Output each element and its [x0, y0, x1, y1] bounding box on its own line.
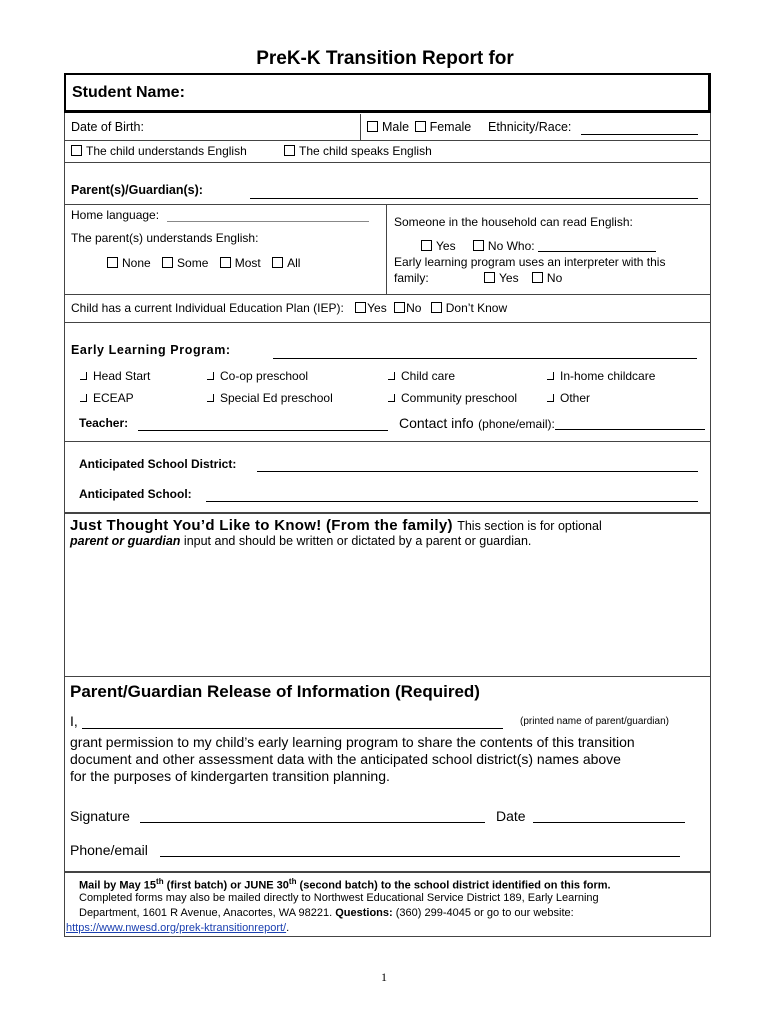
release-text-1: grant permission to my child’s early learning program to share the contents of this transition [70, 734, 635, 750]
most-checkbox[interactable] [220, 257, 231, 268]
interpreter-label: Early learning program uses an interpreter with this [394, 255, 666, 269]
interp-no-label: No [546, 271, 563, 285]
all-label: All [287, 256, 301, 270]
teacher-label: Teacher: [79, 416, 129, 430]
iep-row [71, 301, 507, 315]
divider [64, 294, 711, 295]
home-language-label: Home language: [71, 208, 160, 222]
speaks-english-option [284, 144, 432, 158]
divider [64, 441, 711, 442]
family-note: This section is for optional [457, 519, 602, 533]
contact-field[interactable] [555, 417, 705, 430]
speaks-english-checkbox[interactable] [284, 145, 295, 156]
none-checkbox[interactable] [107, 257, 118, 268]
release-text-3: for the purposes of kindergarten transition planning. [70, 768, 390, 784]
sex-options [367, 120, 471, 134]
district-field[interactable] [257, 457, 698, 475]
program-option-head-start[interactable]: Head Start [80, 369, 150, 383]
family-comments-area[interactable] [66, 552, 708, 674]
some-checkbox[interactable] [162, 257, 173, 268]
iep-yes-label: Yes [367, 301, 387, 315]
female-checkbox[interactable] [415, 121, 426, 132]
dob-divider [360, 114, 361, 140]
release-heading: Parent/Guardian Release of Information (Required) [70, 682, 480, 701]
divider [64, 676, 711, 677]
read-yes-checkbox[interactable] [421, 240, 432, 251]
understands-english-option [71, 144, 247, 158]
school-label: Anticipated School: [79, 487, 192, 501]
divider [64, 162, 711, 163]
some-label: Some [177, 256, 209, 270]
interpreter-options [484, 271, 562, 285]
signature-label: Signature [70, 808, 130, 824]
read-english-label: Someone in the household can read English: [394, 215, 633, 229]
signature-field[interactable] [140, 808, 485, 826]
student-name-label: Student Name: [72, 84, 185, 101]
read-no-who-label: No Who: [487, 239, 535, 253]
female-label: Female [429, 120, 472, 134]
guardian-label: Parent(s)/Guardian(s): [71, 183, 203, 197]
program-option-coop[interactable]: Co-op preschool [207, 369, 308, 383]
program-option-special-ed[interactable]: Special Ed preschool [207, 391, 333, 405]
mail-line-1: Mail by May 15th (first batch) or JUNE 30th (second batch) to the school district identified on this form. [79, 877, 611, 892]
release-i-label: I, [70, 713, 78, 729]
iep-no-checkbox[interactable] [394, 302, 405, 313]
interp-no-checkbox[interactable] [532, 272, 543, 283]
iep-yes-checkbox[interactable] [355, 302, 366, 313]
school-field[interactable] [206, 487, 698, 505]
program-option-community[interactable]: Community preschool [388, 391, 517, 405]
mail-line-4: https://www.nwesd.org/prek-ktransitionreport/. [66, 922, 290, 934]
divider [64, 322, 711, 323]
understands-english-checkbox[interactable] [71, 145, 82, 156]
program-label: Early Learning Program: [71, 343, 231, 357]
contact-label: Contact info [399, 415, 474, 431]
district-label: Anticipated School District: [79, 457, 237, 471]
teacher-field[interactable] [138, 416, 388, 434]
interp-yes-checkbox[interactable] [484, 272, 495, 283]
parent-understands-label: The parent(s) understands English: [71, 231, 259, 245]
male-checkbox[interactable] [367, 121, 378, 132]
divider [64, 512, 711, 514]
read-yes-label: Yes [436, 239, 456, 253]
divider [64, 204, 711, 205]
printed-name-hint: (printed name of parent/guardian) [520, 716, 669, 727]
iep-no-label: No [406, 301, 422, 315]
parent-understands-options [107, 256, 300, 270]
read-english-options [421, 239, 656, 253]
website-link[interactable]: https://www.nwesd.org/prek-ktransitionreport/ [66, 922, 287, 934]
page-number: 1 [381, 970, 387, 984]
male-label: Male [382, 120, 410, 134]
family-heading-row [70, 517, 602, 535]
program-option-other[interactable]: Other [547, 391, 590, 405]
most-label: Most [234, 256, 261, 270]
all-checkbox[interactable] [272, 257, 283, 268]
printed-name-field[interactable] [82, 714, 503, 732]
guardian-field[interactable] [250, 184, 698, 202]
dob-label: Date of Birth: [71, 120, 144, 134]
home-language-field[interactable] [167, 207, 369, 225]
family-note-line2: parent or guardian input and should be written or dictated by a parent or guardian. [70, 534, 532, 548]
date-label: Date [496, 808, 526, 824]
family-heading: Just Thought You’d Like to Know! (From the family) [70, 517, 453, 534]
mail-line-2: Completed forms may also be mailed directly to Northwest Educational Service District 189, Early Learning [79, 892, 599, 904]
contact-hint: (phone/email) [478, 417, 552, 431]
iep-dontknow-label: Don’t Know [445, 301, 508, 315]
program-option-child-care[interactable]: Child care [388, 369, 455, 383]
language-divider [386, 204, 387, 294]
page-title: PreK-K Transition Report for [256, 48, 514, 69]
iep-label: Child has a current Individual Education Plan (IEP): [71, 301, 344, 315]
who-field[interactable] [538, 239, 656, 252]
contact-row: Contact info (phone/email): [399, 415, 705, 433]
ethnicity-field[interactable] [581, 120, 698, 138]
understands-english-label: The child understands English [86, 144, 247, 158]
interp-yes-label: Yes [499, 271, 519, 285]
ethnicity-label: Ethnicity/Race: [488, 120, 572, 134]
speaks-english-label: The child speaks English [299, 144, 432, 158]
divider [64, 140, 711, 141]
program-option-eceap[interactable]: ECEAP [80, 391, 134, 405]
phone-email-field[interactable] [160, 842, 680, 860]
release-text-2: document and other assessment data with the anticipated school district(s) names above [70, 751, 621, 767]
interpreter-family-label: family: [394, 271, 429, 285]
iep-dontknow-checkbox[interactable] [431, 302, 442, 313]
phone-email-label: Phone/email [70, 842, 148, 858]
none-label: None [122, 256, 151, 270]
mail-line-3: Department, 1601 R Avenue, Anacortes, WA 98221. Questions: (360) 299-4045 or go to our website: [79, 907, 574, 919]
date-field[interactable] [533, 808, 685, 826]
program-option-in-home[interactable]: In-home childcare [547, 369, 655, 383]
read-no-checkbox[interactable] [473, 240, 484, 251]
program-field[interactable] [273, 344, 697, 362]
